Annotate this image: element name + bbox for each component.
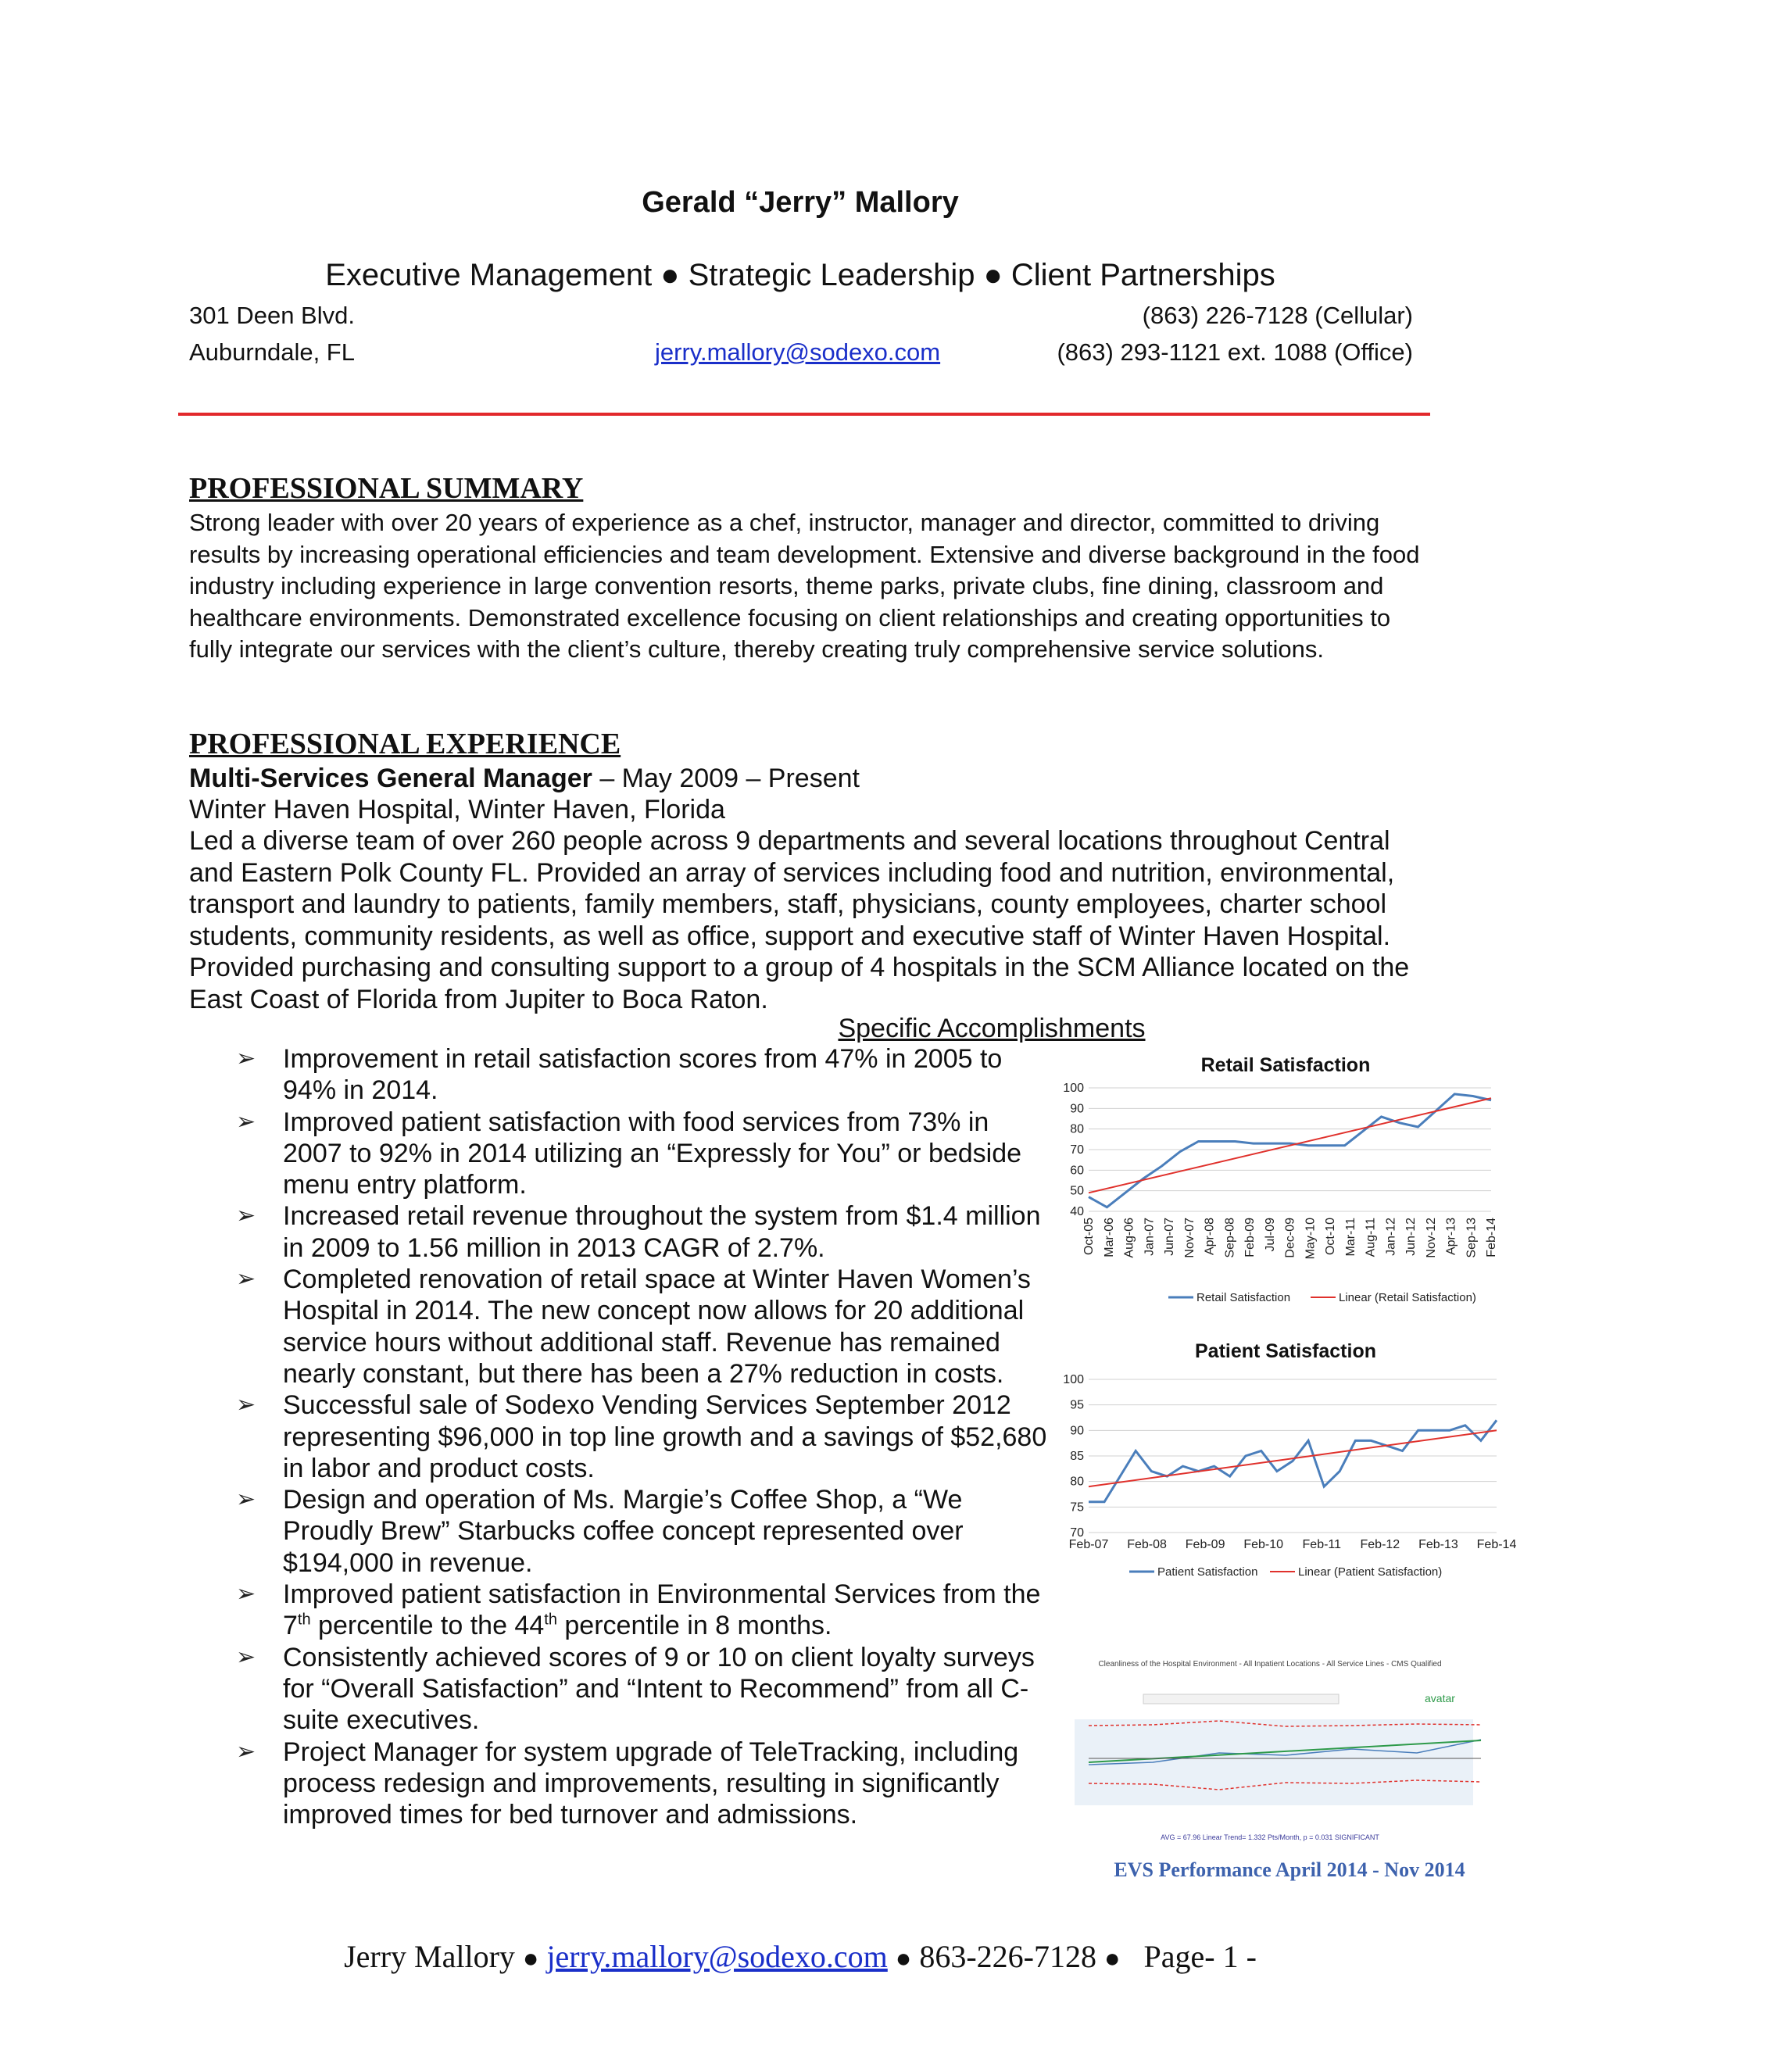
list-item: ➢ Successful sale of Sodexo Vending Services September 2012 representing $96,000 in top line growth and a savings of $52,680 in labor and product costs.	[236, 1390, 1047, 1483]
email-link[interactable]: jerry.mallory@sodexo.com	[655, 338, 941, 366]
trend-line	[1089, 1098, 1491, 1193]
job-title: Multi-Services General Manager	[189, 764, 592, 793]
x-tick-label: Feb-14	[1485, 1218, 1498, 1257]
evs-caption: EVS Performance April 2014 - Nov 2014	[1114, 1858, 1465, 1881]
list-item: ➢ Increased retail revenue throughout the system from $1.4 million in 2009 to 1.56 million in 2013 CAGR of 2.7%.	[236, 1201, 1041, 1263]
x-tick-label: Oct-05	[1082, 1218, 1096, 1256]
y-tick-label: 70	[1070, 1143, 1084, 1157]
series-line	[1089, 1420, 1497, 1502]
legend-label: Retail Satisfaction	[1196, 1291, 1291, 1304]
address-line-2: Auburndale, FL	[189, 338, 355, 366]
y-tick-label: 90	[1070, 1424, 1084, 1438]
list-item: ➢ Improved patient satisfaction in Environmental Services from the 7th percentile to the 44th percentile in 8 months.	[236, 1579, 1041, 1641]
y-tick-label: 60	[1070, 1164, 1084, 1178]
address-line-1: 301 Deen Blvd.	[189, 302, 355, 329]
avatar-logo: avatar	[1425, 1692, 1455, 1704]
header-divider	[178, 413, 1430, 416]
list-item: ➢ Design and operation of Ms. Margie’s Coffee Shop, a “We Proudly Brew” Starbucks coffee concept represented over $194,000 in revenue.	[236, 1485, 964, 1578]
tagline: Executive Management ● Strategic Leadership ● Client Partnerships	[325, 258, 1275, 292]
footer-phone: 863-226-7128	[919, 1939, 1096, 1974]
bullet-dot-icon: ●	[522, 1944, 539, 1973]
y-tick-label: 40	[1070, 1205, 1084, 1218]
accomplishments-list	[189, 1043, 1049, 1830]
evs-chart-footnote: AVG = 67.96 Linear Trend= 1.332 Pts/Month, p = 0.031 SIGNIFICANT	[1161, 1833, 1379, 1841]
arrow-bullet-icon: ➢	[236, 1644, 256, 1670]
footer-email-link[interactable]: jerry.mallory@sodexo.com	[546, 1939, 888, 1974]
list-item: ➢ Consistently achieved scores of 9 or 10 on client loyalty surveys for “Overall Satisfaction” and “Intent to Recommend” from all C-suite executives.	[236, 1642, 1035, 1736]
x-tick-label: Jan-07	[1143, 1218, 1157, 1256]
x-tick-label: Feb-13	[1418, 1538, 1458, 1551]
chart-title: Retail Satisfaction	[1200, 1054, 1371, 1076]
phone-cellular: (863) 226-7128 (Cellular)	[1142, 302, 1413, 329]
footer-name: Jerry Mallory	[344, 1939, 515, 1974]
x-tick-label: Nov-07	[1182, 1218, 1196, 1258]
footer-page-number: Page- 1 -	[1143, 1939, 1257, 1974]
x-tick-label: Jan-12	[1384, 1218, 1398, 1256]
trend-line	[1089, 1430, 1497, 1486]
x-tick-label: Jun-12	[1404, 1218, 1418, 1256]
arrow-bullet-icon: ➢	[236, 1108, 256, 1135]
x-tick-label: Dec-09	[1283, 1218, 1297, 1258]
x-tick-label: Sep-08	[1223, 1218, 1237, 1258]
x-tick-label: Apr-13	[1444, 1218, 1458, 1256]
y-tick-label: 100	[1063, 1373, 1084, 1386]
legend-label: Patient Satisfaction	[1157, 1565, 1258, 1579]
job-description: Led a diverse team of over 260 people across 9 departments and several locations throughout Central and Eastern Polk County FL. Provided an array of services including food and nutrition, environmental, transport and laundry to patients, family members, staff, physicians, county employees, charter school students, community residents, as well as office, support and executive staff of Winter Haven Hospital. Provided purchasing and consulting support to a group of 4 hospitals in the SCM Alliance located on the East Coast of Florida from Jupiter to Boca Raton.	[189, 826, 1410, 1014]
arrow-bullet-icon: ➢	[236, 1486, 256, 1513]
x-tick-label: Mar-11	[1343, 1218, 1357, 1257]
arrow-bullet-icon: ➢	[236, 1046, 256, 1071]
y-tick-label: 95	[1070, 1398, 1084, 1412]
x-tick-label: Jun-07	[1163, 1218, 1176, 1256]
y-tick-label: 80	[1070, 1475, 1084, 1489]
x-tick-label: Feb-09	[1243, 1218, 1257, 1257]
arrow-bullet-icon: ➢	[236, 1203, 256, 1229]
summary-text: Strong leader with over 20 years of experience as a chef, instructor, manager and director, committed to driving results by increasing operational efficiencies and team development. Extensive and diverse background in the food industry including experience in large convention resorts, theme parks, private clubs, fine dining, classroom and healthcare environments. Demonstrated excellence focusing on client relationships and creating opportunities to fully integrate our services with the client’s culture, thereby creating truly comprehensive service solutions.	[189, 509, 1420, 663]
x-tick-label: Oct-10	[1324, 1218, 1337, 1256]
y-tick-label: 85	[1070, 1450, 1084, 1463]
x-tick-label: Sep-13	[1465, 1218, 1479, 1258]
x-tick-label: Apr-08	[1203, 1218, 1217, 1256]
resume-name: Gerald “Jerry” Mallory	[642, 186, 959, 219]
x-tick-label: Nov-12	[1424, 1218, 1438, 1258]
page-footer	[0, 1938, 1601, 1975]
employer: Winter Haven Hospital, Winter Haven, Florida	[189, 795, 725, 824]
evs-plot-area	[1075, 1719, 1473, 1805]
list-item: ➢ Completed renovation of retail space at Winter Haven Women’s Hospital in 2014. The new concept now allows for 20 additional service hours without additional staff. Revenue has remained nearly constant, but there has been a 27% reduction in costs.	[236, 1264, 1031, 1389]
phone-office: (863) 293-1121 ext. 1088 (Office)	[1057, 338, 1413, 366]
retail-satisfaction-chart	[1059, 1043, 1504, 1313]
x-tick-label: Jul-09	[1263, 1218, 1277, 1252]
list-item: ➢ Improvement in retail satisfaction scores from 47% in 2005 to 94% in 2014.	[236, 1044, 1003, 1106]
arrow-bullet-icon: ➢	[236, 1392, 256, 1418]
x-tick-label: Mar-06	[1102, 1218, 1116, 1257]
x-tick-label: Feb-07	[1068, 1538, 1109, 1551]
bullet-dot-icon: ●	[1103, 1944, 1121, 1973]
list-item: ➢ Improved patient satisfaction with food services from 73% in 2007 to 92% in 2014 utilizing an “Expressly for You” or bedside menu entry platform.	[236, 1107, 1022, 1200]
evs-performance-chart	[1051, 1649, 1489, 1844]
y-tick-label: 90	[1070, 1102, 1084, 1116]
job-title-line	[189, 763, 1424, 795]
bullet-dot-icon: ●	[895, 1944, 912, 1973]
x-tick-label: Feb-14	[1476, 1538, 1517, 1551]
x-tick-label: Feb-09	[1185, 1538, 1225, 1551]
experience-heading: PROFESSIONAL EXPERIENCE	[189, 728, 621, 760]
arrow-bullet-icon: ➢	[236, 1738, 256, 1765]
arrow-bullet-icon: ➢	[236, 1266, 256, 1293]
x-tick-label: Feb-12	[1360, 1538, 1400, 1551]
legend-label: Linear (Retail Satisfaction)	[1339, 1291, 1476, 1304]
x-tick-label: Feb-11	[1302, 1538, 1342, 1551]
evs-legend-box	[1143, 1694, 1339, 1704]
accomplishments-title: Specific Accomplishments	[838, 1014, 1146, 1043]
y-tick-label: 75	[1070, 1500, 1084, 1515]
y-tick-label: 80	[1070, 1122, 1084, 1136]
y-tick-label: 50	[1070, 1184, 1084, 1198]
y-tick-label: 100	[1063, 1082, 1084, 1095]
job-dates: – May 2009 – Present	[592, 764, 860, 793]
y-tick-label: 70	[1070, 1526, 1084, 1540]
summary-heading: PROFESSIONAL SUMMARY	[189, 472, 584, 505]
x-tick-label: Aug-11	[1364, 1218, 1378, 1257]
x-tick-label: Aug-06	[1122, 1218, 1136, 1258]
arrow-bullet-icon: ➢	[236, 1581, 256, 1608]
evs-chart-title: Cleanliness of the Hospital Environment - All Inpatient Locations - All Service Lines - CMS Qualified	[1098, 1660, 1442, 1669]
x-tick-label: Feb-08	[1127, 1538, 1167, 1551]
list-item: ➢ Project Manager for system upgrade of TeleTracking, including process redesign and improvements, resulting in significantly improved times for bed turnover and admissions.	[236, 1737, 1019, 1830]
x-tick-label: May-10	[1304, 1218, 1318, 1260]
x-tick-label: Feb-10	[1243, 1538, 1284, 1551]
series-line	[1089, 1094, 1491, 1207]
patient-satisfaction-chart	[1059, 1321, 1517, 1590]
chart-title: Patient Satisfaction	[1195, 1340, 1376, 1362]
legend-label: Linear (Patient Satisfaction)	[1298, 1565, 1443, 1579]
